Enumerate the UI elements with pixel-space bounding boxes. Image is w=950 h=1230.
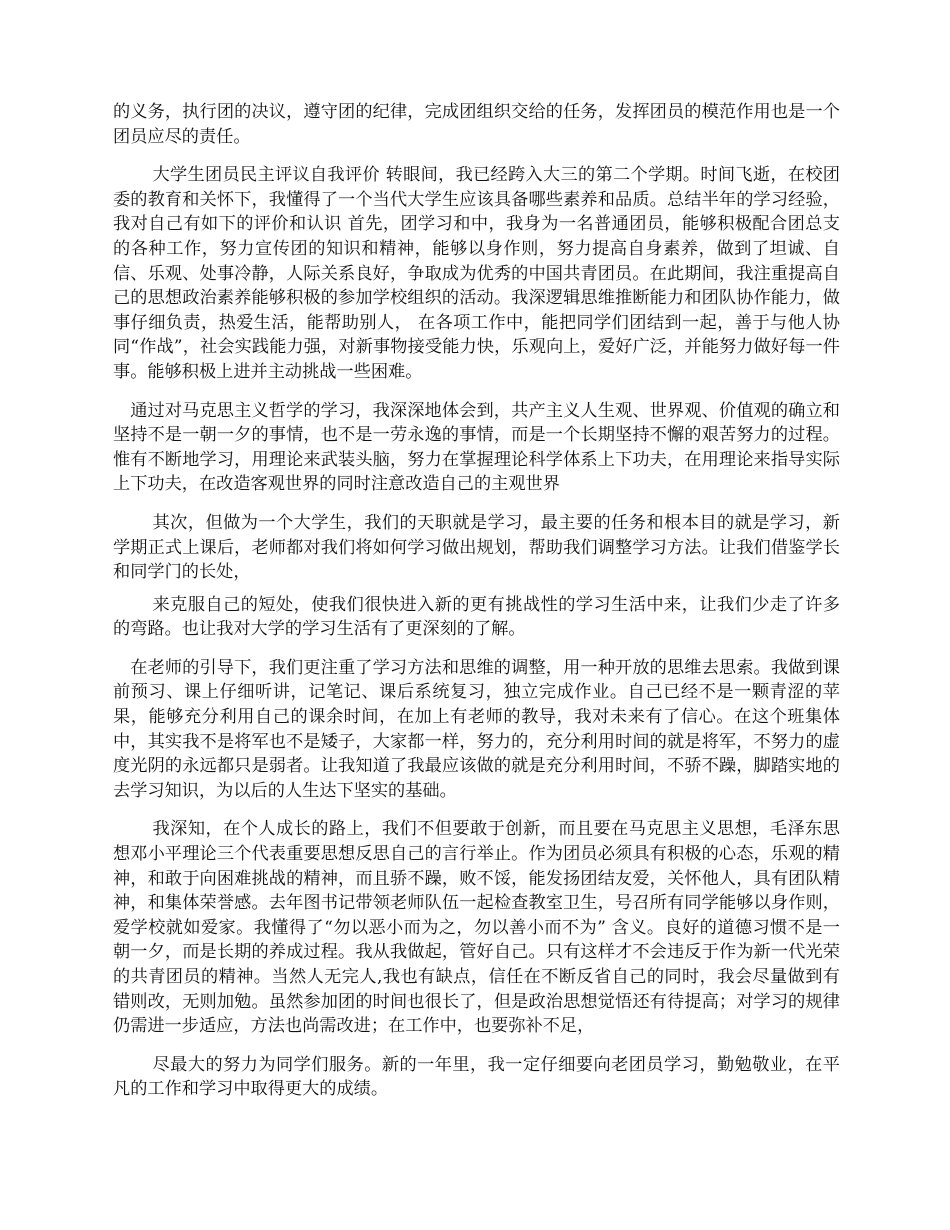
paragraph-8: 尽最大的努力为同学们服务。新的一年里，我一定仔细要向老团员学习，勤勉敬业，在平凡的工作和学习中取得更大的成绩。 (113, 1054, 840, 1100)
paragraph-2: 大学生团员民主评议自我评价 转眼间，我已经跨入大三的第二个学期。时间飞逝，在校团委的教育和关怀下，我懂得了一个当代大学生应该具备哪些素养和品质。总结半年的学习经验，我对自己有如下的评价和认识 首先，团学习和中，我身为一名普通团员，能够积极配合团总支的各种工作，努力宣传团的知识和精神，能够以身作则，努力提高自身素养，做到了坦诚、自信、乐观、处事冷静，人际关系良好，争取成为优秀的中国共青团员。在此期间，我注重提高自己的思想政治素养能够积极的参加学校组织的活动。我深逻辑思维推断能力和团队协作能力，做事仔细负责，热爱生活，能帮助别人， 在各项工作中，能把同学们团结到一起，善于与他人协同“作战”，社会实践能力强，对新事物接受能力快，乐观向上，爱好广泛，并能努力做好每一件事。能够积极上进并主动挑战一些困难。 (113, 165, 840, 382)
document-page (113, 100, 840, 1116)
paragraph-6: 在老师的引导下，我们更注重了学习方法和思维的调整，用一种开放的思维去思索。我做到课前预习、课上仔细听讲，记笔记、课后系统复习，独立完成作业。自己已经不是一颗青涩的苹果，能够充分利用自己的课余时间，在加上有老师的教导，我对未来有了信心。在这个班集体中，其实我不是将军也不是矮子，大家都一样，努力的，充分利用时间的就是将军，不努力的虚度光阴的永远都只是弱者。让我知道了我最应该做的就是充分利用时间，不骄不躁，脚踏实地的去学习知识，为以后的人生达下坚实的基础。 (113, 657, 840, 801)
paragraph-1: 的义务，执行团的决议，遵守团的纪律，完成团组织交给的任务，发挥团员的模范作用也是一个团员应尽的责任。 (113, 102, 840, 147)
paragraph-4: 其次，但做为一个大学生，我们的天职就是学习，最主要的任务和根本目的就是学习，新学期正式上课后，老师都对我们将如何学习做出规划，帮助我们调整学习方法。让我们借鉴学长和同学门的长处， (113, 512, 840, 583)
paragraph-5: 来克服自己的短处，使我们很快进入新的更有挑战性的学习生活中来，让我们少走了许多的弯路。也让我对大学的学习生活有了更深刻的了解。 (113, 594, 840, 640)
paragraph-3: 通过对马克思主义哲学的学习，我深深地体会到，共产主义人生观、世界观、价值观的确立和坚持不是一朝一夕的事情，也不是一劳永逸的事情，而是一个长期坚持不懈的艰苦努力的过程。惟有不断地学习，用理论来武装头脑，努力在掌握理论科学体系上下功夫，在用理论来指导实际上下功夫，在改造客观世界的同时注意改造自己的主观世界 (113, 400, 840, 495)
paragraph-7: 我深知，在个人成长的路上，我们不但要敢于创新，而且要在马克思主义思想，毛泽东思想邓小平理论三个代表重要思想反思自己的言行举止。作为团员必须具有积极的心态，乐观的精神，和敢于向困难挑战的精神，而且骄不躁，败不馁，能发扬团结友爱，关怀他人，具有团队精神，和集体荣誉感。去年图书记带领老师队伍一起检查教室卫生，号召所有同学能够以身作则，爱学校就如爱家。我懂得了“勿以恶小而为之，勿以善小而不为” 含义。良好的道德习惯不是一朝一夕，而是长期的养成过程。我从我做起，管好自己。只有这样才不会违反于作为新一代光荣的共青团员的精神。当然人无完人,我也有缺点，信任在不断反省自己的同时，我会尽量做到有错则改，无则加勉。虽然参加团的时间也很长了，但是政治思想觉悟还有待提高；对学习的规律仍需进一步适应，方法也尚需改进；在工作中，也要弥补不足， (113, 819, 840, 1037)
